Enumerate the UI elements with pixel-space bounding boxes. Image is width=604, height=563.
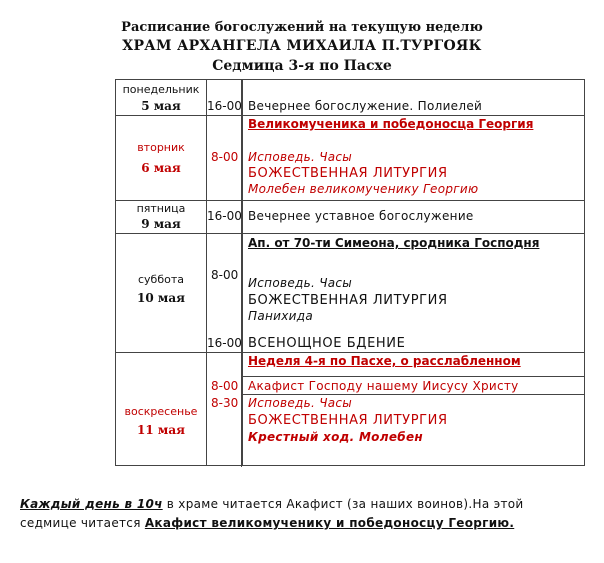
date-friday: 9 мая xyxy=(141,217,181,231)
date-saturday: 10 мая xyxy=(137,291,185,305)
event-sunday-3: БОЖЕСТВЕННАЯ ЛИТУРГИЯ xyxy=(248,413,448,428)
weekday-friday: пятница xyxy=(136,202,186,215)
event-saturday-1: Исповедь. Часы xyxy=(248,276,353,290)
event-saturday-2: БОЖЕСТВЕННАЯ ЛИТУРГИЯ xyxy=(248,293,448,308)
date-tuesday: 6 мая xyxy=(141,161,181,175)
schedule-title: Расписание богослужений на текущую неделю xyxy=(121,20,483,35)
footer-akathist-george: Акафист великомученику и победоносцу Георгию. xyxy=(144,516,515,530)
time-saturday-2: 16-00 xyxy=(207,336,242,350)
inner-divider xyxy=(242,376,584,377)
feast-tuesday: Великомученика и победоносца Георгия xyxy=(248,117,534,131)
event-saturday-3: Панихида xyxy=(248,309,313,323)
event-friday: Вечернее уставное богослужение xyxy=(248,209,474,223)
date-monday: 5 мая xyxy=(141,99,181,113)
row-divider xyxy=(116,352,584,353)
date-time-divider xyxy=(206,80,207,465)
event-tuesday-2: БОЖЕСТВЕННАЯ ЛИТУРГИЯ xyxy=(248,166,448,181)
date-sunday: 11 мая xyxy=(137,423,185,437)
schedule-table xyxy=(115,79,585,466)
feast-sunday: Неделя 4-я по Пасхе, о расслабленном xyxy=(248,354,521,368)
time-friday: 16-00 xyxy=(207,209,242,223)
church-name: ХРАМ АРХАНГЕЛА МИХАИЛА П.ТУРГОЯК xyxy=(122,38,482,54)
footer-daily-note: Каждый день в 10ч xyxy=(20,497,163,511)
time-event-divider xyxy=(242,80,243,465)
event-sunday-1: Акафист Господу нашему Иисусу Христу xyxy=(248,379,519,393)
row-divider xyxy=(116,115,584,116)
time-sunday-2: 8-30 xyxy=(211,396,239,410)
week-title: Седмица 3-я по Пасхе xyxy=(212,58,392,74)
time-sunday-1: 8-00 xyxy=(211,379,239,393)
footer-week-note: седмице читается xyxy=(20,516,145,530)
weekday-tuesday: вторник xyxy=(137,141,185,154)
event-tuesday-1: Исповедь. Часы xyxy=(248,150,353,164)
weekday-saturday: суббота xyxy=(137,273,184,286)
event-monday: Вечернее богослужение. Полиелей xyxy=(248,99,483,113)
row-divider xyxy=(116,233,584,234)
weekday-monday: понедельник xyxy=(122,83,200,96)
footer-line-1 xyxy=(20,497,600,511)
feast-saturday: Ап. от 70-ти Симеона, сродника Господня xyxy=(248,236,540,250)
time-monday: 16-00 xyxy=(207,99,242,113)
event-tuesday-3: Молебен великомученику Георгию xyxy=(248,182,479,196)
time-saturday-1: 8-00 xyxy=(211,268,239,282)
weekday-sunday: воскресенье xyxy=(124,405,198,418)
event-saturday-4: ВСЕНОЩНОЕ БДЕНИЕ xyxy=(248,336,406,351)
inner-divider xyxy=(242,394,584,395)
event-sunday-4: Крестный ход. Молебен xyxy=(248,430,423,444)
event-sunday-2: Исповедь. Часы xyxy=(248,396,353,410)
footer-akathist-note: в храме читается Акафист (за наших воинов).На этой xyxy=(162,497,524,511)
footer-line-2 xyxy=(20,516,600,530)
time-tuesday: 8-00 xyxy=(211,150,239,164)
